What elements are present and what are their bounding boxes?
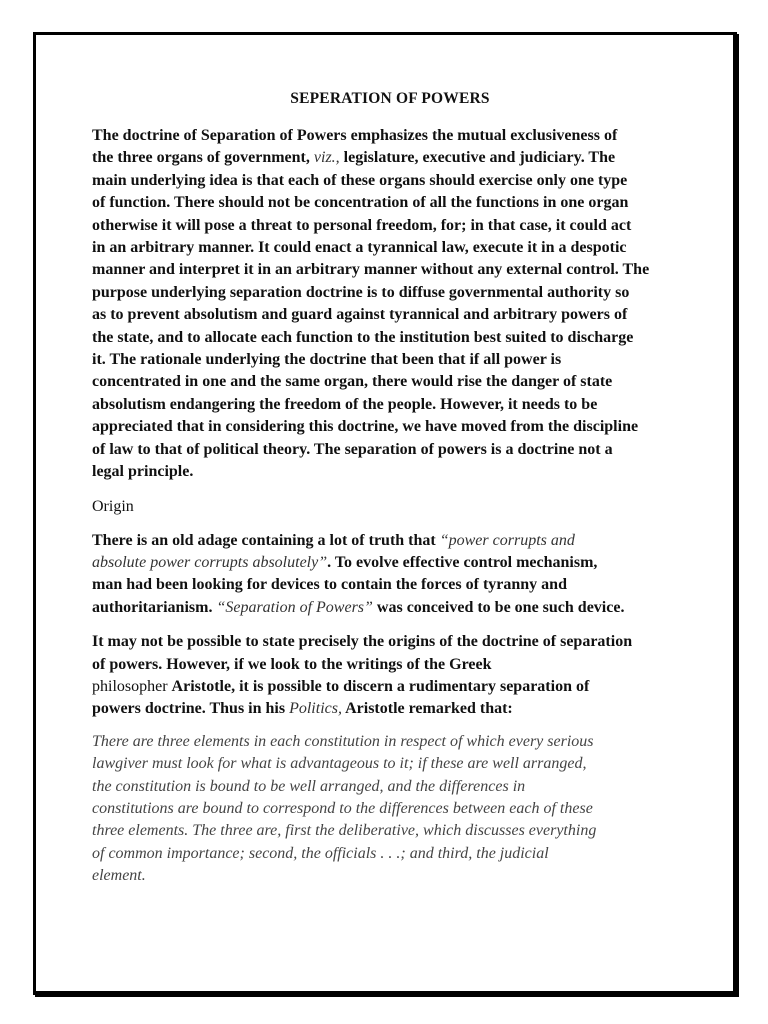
intro-paragraph xyxy=(92,125,688,484)
text-line: the state, and to allocate each function to the institution best suited to discharge xyxy=(92,328,634,346)
aristotle-paragraph xyxy=(92,631,688,721)
text-line: main underlying idea is that each of these organs should exercise only one type xyxy=(92,171,628,189)
text-line: otherwise it will pose a threat to personal freedom, for; in that case, it could act xyxy=(92,216,632,234)
quote-line: the constitution is bound to be well arranged, and the differences in xyxy=(92,777,526,795)
italic-quote: “Separation of Powers” xyxy=(216,598,373,616)
text-line: of function. There should not be concentration of all the functions in one organ xyxy=(92,194,629,212)
text-line: concentrated in one and the same organ, there would rise the danger of state xyxy=(92,373,613,391)
document-body xyxy=(92,84,688,888)
quote-line: three elements. The three are, first the deliberative, which discusses everything xyxy=(92,822,597,840)
text-line: of law to that of political theory. The separation of powers is a doctrine not a xyxy=(92,440,613,458)
text-line: it. The rationale underlying the doctrine that been that if all power is xyxy=(92,351,562,369)
quote-line: There are three elements in each constitution in respect of which every serious xyxy=(92,732,594,750)
text-line: authoritarianism. “Separation of Powers” was conceived to be one such device. xyxy=(92,598,625,616)
text-line: as to prevent absolutism and guard against tyrannical and arbitrary powers of xyxy=(92,306,628,324)
text-line: manner and interpret it in an arbitrary manner without any external control. The xyxy=(92,261,650,279)
text-line: the three organs of government, viz., legislature, executive and judiciary. The xyxy=(92,149,616,167)
quote-line: element. xyxy=(92,867,146,885)
text-line: in an arbitrary manner. It could enact a tyrannical law, execute it in a despotic xyxy=(92,239,627,257)
text-line: purpose underlying separation doctrine is to diffuse governmental authority so xyxy=(92,283,630,301)
italic-quote: absolute power corrupts absolutely” xyxy=(92,553,328,571)
text-line: philosopher Aristotle, it is possible to discern a rudimentary separation of xyxy=(92,677,590,695)
origin-paragraph xyxy=(92,530,688,620)
text-line: absolutism endangering the freedom of the people. However, it needs to be xyxy=(92,395,598,413)
text-line: There is an old adage containing a lot of truth that “power corrupts and xyxy=(92,531,575,549)
aristotle-quote xyxy=(92,731,688,888)
origin-heading: Origin xyxy=(92,497,134,515)
text-line: of powers. However, if we look to the writings of the Greek xyxy=(92,655,492,673)
italic-viz: viz., xyxy=(313,149,340,167)
quote-line: of common importance; second, the officials . . .; and third, the judicial xyxy=(92,844,549,862)
text-line: man had been looking for devices to contain the forces of tyranny and xyxy=(92,576,567,594)
italic-politics: Politics, xyxy=(289,700,342,718)
text-line: powers doctrine. Thus in his Politics, Aristotle remarked that: xyxy=(92,700,513,718)
italic-quote: “power corrupts and xyxy=(439,531,575,549)
text-line: absolute power corrupts absolutely”. To evolve effective control mechanism, xyxy=(92,553,598,571)
text-line: legal principle. xyxy=(92,463,194,481)
quote-line: lawgiver must look for what is advantageous to it; if these are well arranged, xyxy=(92,755,587,773)
text-line: appreciated that in considering this doctrine, we have moved from the discipline xyxy=(92,418,639,436)
quote-line: constitutions are bound to correspond to the differences between each of these xyxy=(92,799,593,817)
aristotle-name: Aristotle xyxy=(171,677,232,695)
document-title: SEPERATION OF POWERS xyxy=(290,90,490,107)
text-line: The doctrine of Separation of Powers emphasizes the mutual exclusiveness of xyxy=(92,127,618,144)
text-line: It may not be possible to state precisely the origins of the doctrine of separation xyxy=(92,633,633,651)
